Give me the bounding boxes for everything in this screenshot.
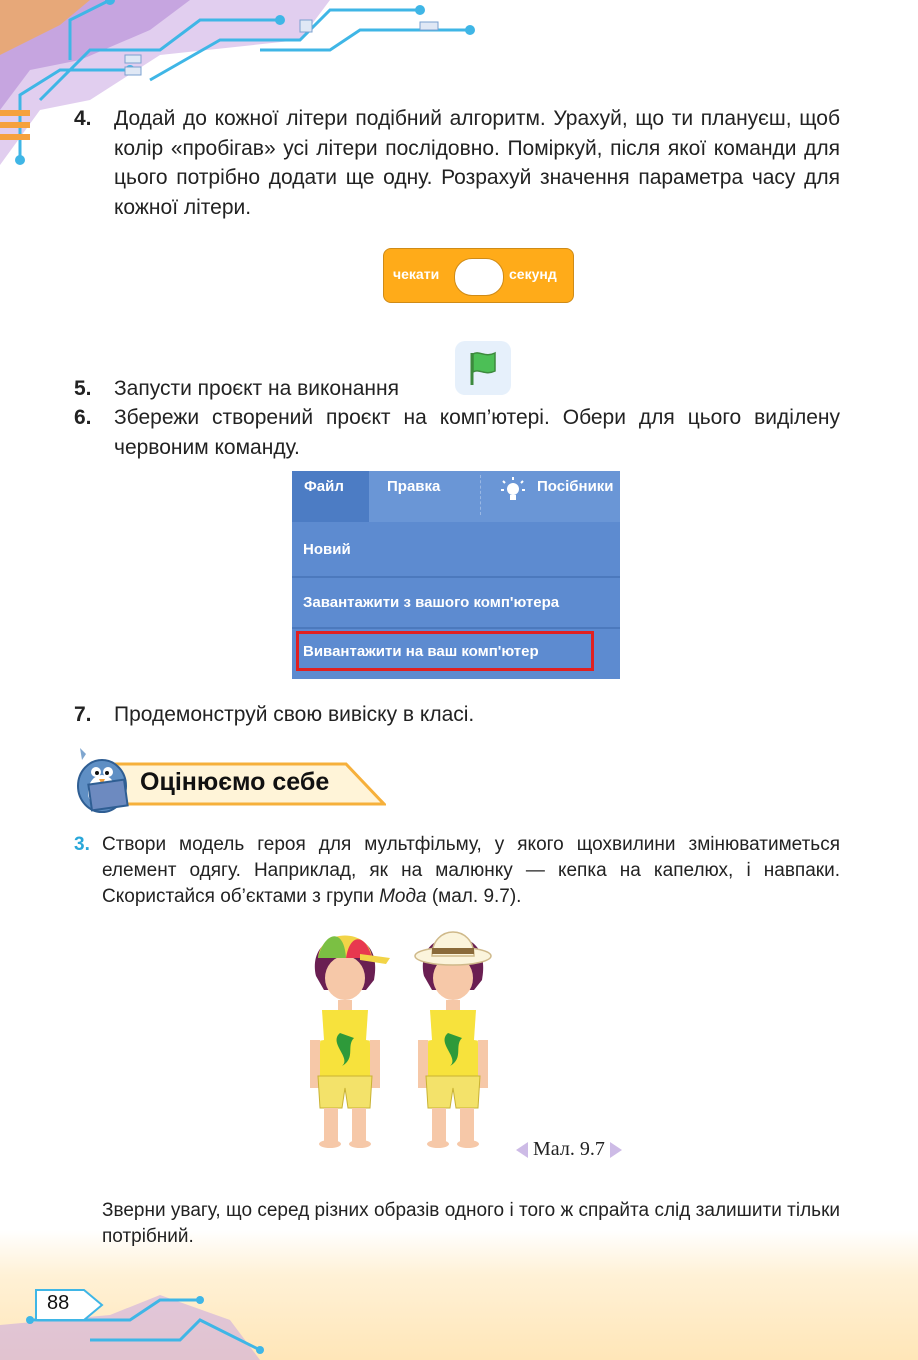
menu-item-label: Новий: [303, 541, 351, 558]
caption-arrow-right-icon: [610, 1142, 622, 1158]
red-highlight-frame: [296, 631, 594, 671]
penguin-icon: [72, 748, 136, 814]
green-flag-icon: [455, 341, 511, 395]
file-menu-screenshot: [292, 471, 620, 679]
menu-tab-edit[interactable]: Правка: [387, 478, 441, 495]
task-number: 4.: [74, 107, 92, 130]
task-7: [74, 700, 840, 730]
menu-tab-divider: [480, 475, 482, 515]
green-flag-button[interactable]: [455, 341, 511, 395]
page-number: 88: [47, 1292, 70, 1314]
task-text-italic: Мода: [379, 886, 427, 907]
task-number: 6.: [74, 406, 92, 429]
section-title: Оцінюємо себе: [140, 768, 330, 796]
wait-block-input-slot: [454, 258, 504, 296]
task-text: Додай до кожної літери подібний алгоритм. Урахуй, що ти плануєш, щоб колір «пробігав» усі літери послідовно. Поміркуй, після якої команди для цього потрібно додати ще одну. Розрахуй значення параметра часу для кожної літери.: [114, 107, 840, 219]
self-eval-task-3: [74, 832, 840, 910]
character-with-hat: [415, 932, 491, 1148]
menu-item-label: Вивантажити на ваш комп'ютер: [303, 643, 539, 660]
task-number: 5.: [74, 377, 92, 400]
figure-characters-image: [300, 918, 500, 1154]
note-paragraph: Зверни увагу, що серед різних образів одного і того ж спрайта слід залишити тільки потрібний.: [102, 1200, 840, 1247]
menu-item-new[interactable]: [292, 524, 620, 576]
wait-block-label: чекати: [393, 266, 440, 282]
scratch-wait-block: [383, 248, 574, 303]
figure-caption-text: Мал. 9.7: [533, 1138, 605, 1160]
caption-arrow-left-icon: [516, 1142, 528, 1158]
bulb-icon: [500, 476, 526, 506]
task-text: Створи модель героя для мультфільму, у якого щохвилини змінюватиметься елемент одягу. Наприклад, як на малюнку — кепка на капелюх, і навпаки. Скористайся об’єктами з групи: [102, 834, 840, 907]
menu-tab-file[interactable]: Файл: [304, 478, 344, 495]
task-text: Запусти проєкт на виконання: [114, 377, 399, 400]
task-text: Збережи створений проєкт на комп’ютері. Обери для цього виділену червоним команду.: [114, 406, 840, 459]
menu-item-label: Завантажити з вашого комп'ютера: [303, 594, 560, 611]
character-with-cap: [310, 936, 390, 1149]
task-number: 7.: [74, 703, 92, 726]
task-6: [74, 403, 840, 462]
wait-block-unit: секунд: [509, 266, 557, 282]
task-4: [74, 104, 840, 222]
task-text-end: (мал. 9.7).: [426, 886, 522, 907]
task-number: 3.: [74, 834, 90, 855]
menu-item-load-from-computer[interactable]: [292, 578, 620, 630]
task-text: Продемонструй свою вивіску в класі.: [114, 703, 475, 726]
figure-caption: [516, 1138, 622, 1161]
menu-tab-tutorials[interactable]: Посібники: [537, 478, 614, 495]
